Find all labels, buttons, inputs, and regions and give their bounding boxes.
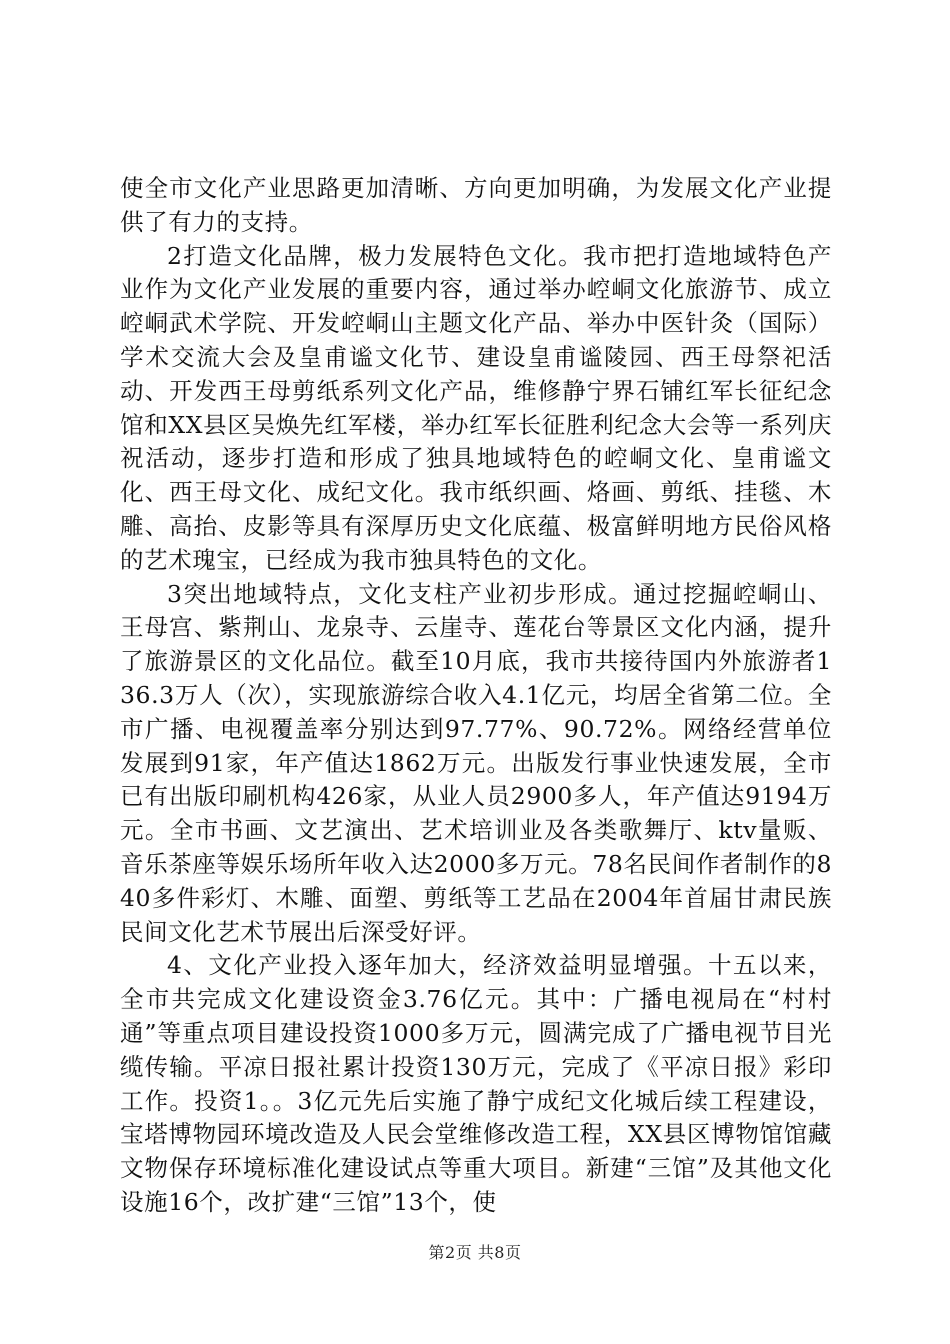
document-body: [120, 172, 832, 1220]
paragraph-investment: 4、文化产业投入逐年加大，经济效益明显增强。十五以来，全市共完成文化建设资金3.76亿元。其中：广播电视局在“村村通”等重点项目建设投资1000多万元，圆满完成了广播电视节目光缆传输。平凉日报社累计投资130万元，完成了《平凉日报》彩印工作。投资1。。3亿元先后实施了静宁成纪文化城后续工程建设，宝塔博物园环境改造及人民会堂维修改造工程，XX县区博物馆馆藏文物保存环境标准化建设试点等重大项目。新建“三馆”及其他文化设施16个，改扩建“三馆”13个，使: [120, 951, 832, 1216]
paragraph-pillar-industry: 3突出地域特点，文化支柱产业初步形成。通过挖掘崆峒山、王母宫、紫荆山、龙泉寺、云崖寺、莲花台等景区文化内涵，提升了旅游景区的文化品位。截至10月底，我市共接待国内外旅游者136.3万人（次），实现旅游综合收入4.1亿元，均居全省第二位。全市广播、电视覆盖率分别达到97.77%、90.72%。网络经营单位发展到91家，年产值达1862万元。出版发行事业快速发展，全市已有出版印刷机构426家，从业人员2900多人，年产值达9194万元。全市书画、文艺演出、艺术培训业及各类歌舞厅、ktv量贩、音乐茶座等娱乐场所年收入达2000多万元。78名民间作者制作的840多件彩灯、木雕、面塑、剪纸等工艺品在2004年首届甘肃民族民间文化艺术节展出后深受好评。: [120, 579, 832, 946]
page-footer: 第2页 共8页: [428, 1243, 522, 1262]
paragraph-cultural-brand: 2打造文化品牌，极力发展特色文化。我市把打造地域特色产业作为文化产业发展的重要内容，通过举办崆峒文化旅游节、成立崆峒武术学院、开发崆峒山主题文化产品、举办中医针灸（国际）学术交流大会及皇甫谧文化节、建设皇甫谧陵园、西王母祭祀活动、开发西王母剪纸系列文化产品，维修静宁界石铺红军长征纪念馆和XX县区吴焕先红军楼，举办红军长征胜利纪念大会等一系列庆祝活动，逐步打造和形成了独具地域特色的崆峒文化、皇甫谧文化、西王母文化、成纪文化。我市纸织画、烙画、剪纸、挂毯、木雕、高抬、皮影等具有深厚历史文化底蕴、极富鲜明地方民俗风格的艺术瑰宝，已经成为我市独具特色的文化。: [120, 241, 832, 574]
paragraph-continuation: 使全市文化产业思路更加清晰、方向更加明确，为发展文化产业提供了有力的支持。: [120, 174, 832, 236]
